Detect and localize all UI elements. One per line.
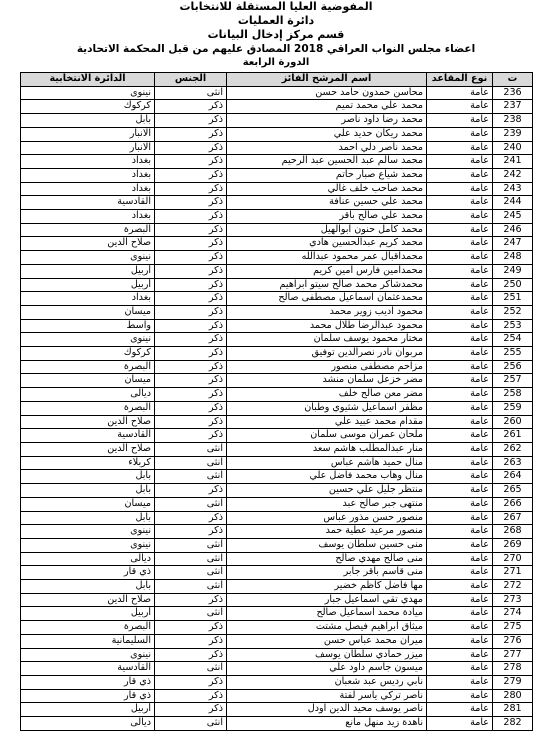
table-row (21, 305, 533, 319)
cell-num: 267 (493, 511, 533, 525)
column-header-num: ت (493, 73, 533, 87)
cell-type: عامة (427, 251, 493, 265)
cell-gender: ذكر (155, 168, 227, 182)
cell-num: 266 (493, 497, 533, 511)
cell-type: عامة (427, 703, 493, 717)
cell-type: عامة (427, 182, 493, 196)
cell-name: ميران محمد عباس حسن (227, 634, 427, 648)
cell-type: عامة (427, 511, 493, 525)
table-row (21, 182, 533, 196)
cell-district: البصرة (21, 621, 155, 635)
cell-num: 239 (493, 127, 533, 141)
cell-name: محمد صاحب خلف غالي (227, 182, 427, 196)
cell-type: عامة (427, 264, 493, 278)
column-header-name: اسم المرشح الفائز (227, 73, 427, 87)
cell-type: عامة (427, 86, 493, 100)
cell-name: ملحان عمران موسى سلمان (227, 429, 427, 443)
cell-num: 273 (493, 593, 533, 607)
cell-num: 245 (493, 210, 533, 224)
cell-district: الانبار (21, 127, 155, 141)
cell-num: 237 (493, 100, 533, 114)
table-row (21, 442, 533, 456)
cell-district: كركوك (21, 347, 155, 361)
cell-name: ميثاق ابراهيم فيصل مشتت (227, 621, 427, 635)
cell-name: ميزر حمادي سلطان يوسف (227, 648, 427, 662)
cell-gender: ذكر (155, 237, 227, 251)
table-row (21, 251, 533, 265)
cell-gender: انثى (155, 538, 227, 552)
cell-num: 270 (493, 552, 533, 566)
cell-district: القادسية (21, 662, 155, 676)
cell-name: محاسن حمدون حامد حسن (227, 86, 427, 100)
cell-gender: ذكر (155, 264, 227, 278)
cell-gender: ذكر (155, 634, 227, 648)
cell-name: منى صالح مهدي صالح (227, 552, 427, 566)
cell-gender: ذكر (155, 141, 227, 155)
cell-gender: انثى (155, 717, 227, 731)
cell-name: محمد علي حسين عنافة (227, 196, 427, 210)
document-header (0, 0, 552, 70)
cell-type: عامة (427, 675, 493, 689)
cell-name: محمد علي صالح باقر (227, 210, 427, 224)
cell-type: عامة (427, 662, 493, 676)
table-row (21, 223, 533, 237)
table-row (21, 497, 533, 511)
cell-num: 260 (493, 415, 533, 429)
table-row (21, 566, 533, 580)
cell-num: 259 (493, 401, 533, 415)
cell-type: عامة (427, 429, 493, 443)
cell-gender: ذكر (155, 484, 227, 498)
cell-name: محمدعثمان اسماعيل مصطفى صالح (227, 292, 427, 306)
cell-num: 251 (493, 292, 533, 306)
cell-type: عامة (427, 689, 493, 703)
cell-type: عامة (427, 278, 493, 292)
cell-gender: ذكر (155, 675, 227, 689)
cell-gender: ذكر (155, 333, 227, 347)
cell-name: ناهدة زيد منهل مانع (227, 717, 427, 731)
cell-num: 278 (493, 662, 533, 676)
cell-name: محمداقبال عمر محمود عبدالله (227, 251, 427, 265)
cell-gender: انثى (155, 552, 227, 566)
cell-gender: ذكر (155, 388, 227, 402)
cell-name: مظفر اسماعيل شثيوي وطبان (227, 401, 427, 415)
cell-type: عامة (427, 127, 493, 141)
table-row (21, 470, 533, 484)
table-row (21, 634, 533, 648)
cell-district: أربيل (21, 278, 155, 292)
table-row (21, 210, 533, 224)
cell-district: ذي قار (21, 675, 155, 689)
cell-type: عامة (427, 497, 493, 511)
cell-district: نينوى (21, 525, 155, 539)
cell-name: محمد ريكان حديد علي (227, 127, 427, 141)
cell-num: 242 (493, 168, 533, 182)
cell-district: نينوى (21, 648, 155, 662)
cell-num: 254 (493, 333, 533, 347)
cell-gender: انثى (155, 607, 227, 621)
cell-district: نينوى (21, 86, 155, 100)
column-header-type: نوع المقاعد (427, 73, 493, 87)
cell-name: ميسون جاسم داود علي (227, 662, 427, 676)
header-commission: المفوضية العليا المستقلة للانتخابات (179, 0, 373, 13)
cell-district: صلاح الدين (21, 442, 155, 456)
table-row (21, 456, 533, 470)
cell-district: بغداد (21, 155, 155, 169)
table-row (21, 388, 533, 402)
cell-name: مضر معن صالح خلف (227, 388, 427, 402)
cell-num: 258 (493, 388, 533, 402)
header-section: قسم مركز إدخال البيانات (207, 28, 345, 41)
cell-type: عامة (427, 237, 493, 251)
cell-name: منال حميد هاشم عباس (227, 456, 427, 470)
cell-type: عامة (427, 552, 493, 566)
cell-district: ديالى (21, 388, 155, 402)
cell-name: نابي رديس عبد شعبان (227, 675, 427, 689)
cell-district: بغداد (21, 210, 155, 224)
table-row (21, 196, 533, 210)
cell-num: 236 (493, 86, 533, 100)
table-row (21, 717, 533, 731)
cell-type: عامة (427, 607, 493, 621)
cell-gender: ذكر (155, 511, 227, 525)
cell-name: منار عبدالمطلب هاشم سعد (227, 442, 427, 456)
cell-gender: ذكر (155, 278, 227, 292)
table-row (21, 580, 533, 594)
cell-type: عامة (427, 484, 493, 498)
cell-num: 274 (493, 607, 533, 621)
table-row (21, 114, 533, 128)
cell-num: 241 (493, 155, 533, 169)
cell-gender: ذكر (155, 196, 227, 210)
table-row (21, 525, 533, 539)
cell-num: 280 (493, 689, 533, 703)
cell-name: ناصر تركي ياسر لفتة (227, 689, 427, 703)
cell-type: عامة (427, 319, 493, 333)
cell-gender: ذكر (155, 347, 227, 361)
cell-name: محمد شياع صبار حاتم (227, 168, 427, 182)
table-row (21, 703, 533, 717)
cell-district: نينوى (21, 251, 155, 265)
cell-district: صلاح الدين (21, 237, 155, 251)
table-row (21, 552, 533, 566)
cell-num: 262 (493, 442, 533, 456)
cell-gender: ذكر (155, 429, 227, 443)
cell-district: بابل (21, 484, 155, 498)
cell-gender: ذكر (155, 621, 227, 635)
cell-gender: ذكر (155, 593, 227, 607)
cell-name: محمود اديب زوير محمد (227, 305, 427, 319)
cell-type: عامة (427, 100, 493, 114)
cell-type: عامة (427, 580, 493, 594)
cell-district: البصرة (21, 223, 155, 237)
cell-district: ميسان (21, 374, 155, 388)
header-title: اعضاء مجلس النواب العراقي 2018 المصادق عليهم من قبل المحكمة الاتحادية (76, 43, 476, 55)
table-row (21, 538, 533, 552)
cell-gender: ذكر (155, 223, 227, 237)
table-row (21, 278, 533, 292)
header-session: الدورة الرابعة (242, 57, 310, 68)
cell-district: بغداد (21, 292, 155, 306)
cell-gender: ذكر (155, 251, 227, 265)
cell-district: البصرة (21, 401, 155, 415)
cell-gender: ذكر (155, 305, 227, 319)
cell-type: عامة (427, 374, 493, 388)
cell-gender: ذكر (155, 210, 227, 224)
cell-type: عامة (427, 333, 493, 347)
cell-district: أربيل (21, 703, 155, 717)
cell-name: محمد كريم عبدالحسين هادي (227, 237, 427, 251)
cell-num: 255 (493, 347, 533, 361)
cell-gender: ذكر (155, 648, 227, 662)
cell-num: 268 (493, 525, 533, 539)
cell-district: أربيل (21, 264, 155, 278)
cell-type: عامة (427, 621, 493, 635)
cell-name: منصور مرعيد عطية حمد (227, 525, 427, 539)
table-row (21, 401, 533, 415)
cell-type: عامة (427, 456, 493, 470)
cell-num: 275 (493, 621, 533, 635)
cell-district: بابل (21, 114, 155, 128)
table-row (21, 675, 533, 689)
table-row (21, 237, 533, 251)
cell-district: نينوى (21, 333, 155, 347)
cell-name: محمد كامل حنون ابوالهيل (227, 223, 427, 237)
cell-district: ذي قار (21, 566, 155, 580)
table-body (21, 86, 533, 730)
cell-num: 250 (493, 278, 533, 292)
cell-type: عامة (427, 415, 493, 429)
table-header-row (21, 73, 533, 87)
cell-gender: ذكر (155, 127, 227, 141)
cell-type: عامة (427, 566, 493, 580)
table-row (21, 648, 533, 662)
cell-gender: ذكر (155, 525, 227, 539)
cell-type: عامة (427, 360, 493, 374)
table-row (21, 319, 533, 333)
table-row (21, 374, 533, 388)
header-department: دائرة العمليات (237, 14, 315, 27)
cell-district: بابل (21, 580, 155, 594)
cell-num: 253 (493, 319, 533, 333)
cell-num: 244 (493, 196, 533, 210)
cell-type: عامة (427, 717, 493, 731)
cell-type: عامة (427, 305, 493, 319)
table-row (21, 100, 533, 114)
cell-name: مضر خزعل سلمان منشد (227, 374, 427, 388)
cell-num: 246 (493, 223, 533, 237)
cell-type: عامة (427, 401, 493, 415)
cell-type: عامة (427, 470, 493, 484)
cell-num: 261 (493, 429, 533, 443)
cell-type: عامة (427, 210, 493, 224)
cell-gender: ذكر (155, 415, 227, 429)
table-row (21, 607, 533, 621)
cell-name: محمد علي محمد تميم (227, 100, 427, 114)
cell-num: 240 (493, 141, 533, 155)
cell-district: ذي قار (21, 689, 155, 703)
table-row (21, 127, 533, 141)
cell-num: 238 (493, 114, 533, 128)
cell-type: عامة (427, 292, 493, 306)
cell-num: 269 (493, 538, 533, 552)
cell-district: صلاح الدين (21, 415, 155, 429)
cell-name: محمد ناصر دلي احمد (227, 141, 427, 155)
cell-gender: انثى (155, 566, 227, 580)
cell-type: عامة (427, 538, 493, 552)
cell-district: البصرة (21, 360, 155, 374)
cell-gender: انثى (155, 580, 227, 594)
cell-num: 279 (493, 675, 533, 689)
cell-num: 252 (493, 305, 533, 319)
table-row (21, 360, 533, 374)
cell-district: السليمانية (21, 634, 155, 648)
cell-gender: ذكر (155, 360, 227, 374)
cell-name: محمدشاكر محمد صالح سيتو ابراهيم (227, 278, 427, 292)
cell-name: منى حسين سلطان يوسف (227, 538, 427, 552)
column-header-gender: الجنس (155, 73, 227, 87)
members-table (20, 72, 533, 731)
table-row (21, 593, 533, 607)
cell-gender: انثى (155, 86, 227, 100)
table-row (21, 662, 533, 676)
cell-district: كربلاء (21, 456, 155, 470)
cell-gender: ذكر (155, 319, 227, 333)
cell-gender: انثى (155, 662, 227, 676)
cell-name: منتظر جليل علي حسين (227, 484, 427, 498)
column-header-district: الدائرة الانتخابية (21, 73, 155, 87)
cell-name: مها فاضل كاظم خضير (227, 580, 427, 594)
cell-district: ديالى (21, 552, 155, 566)
cell-name: محمد رضا داود ناصر (227, 114, 427, 128)
cell-num: 256 (493, 360, 533, 374)
cell-type: عامة (427, 168, 493, 182)
cell-gender: انثى (155, 456, 227, 470)
cell-num: 264 (493, 470, 533, 484)
cell-name: مهدي تقي اسماعيل جبار (227, 593, 427, 607)
cell-name: ميادة محمد اسماعيل صالح (227, 607, 427, 621)
table-row (21, 264, 533, 278)
cell-district: القادسية (21, 429, 155, 443)
cell-type: عامة (427, 196, 493, 210)
table-row (21, 155, 533, 169)
cell-num: 276 (493, 634, 533, 648)
cell-gender: ذكر (155, 374, 227, 388)
cell-district: نينوى (21, 538, 155, 552)
cell-type: عامة (427, 442, 493, 456)
cell-num: 282 (493, 717, 533, 731)
cell-gender: ذكر (155, 100, 227, 114)
cell-name: منال وهاب محمد فاضل علي (227, 470, 427, 484)
cell-district: القادسية (21, 196, 155, 210)
table-row (21, 141, 533, 155)
cell-gender: ذكر (155, 182, 227, 196)
cell-district: صلاح الدين (21, 593, 155, 607)
table-row (21, 347, 533, 361)
cell-district: بغداد (21, 182, 155, 196)
cell-name: مقدام محمد عبيد علي (227, 415, 427, 429)
cell-num: 243 (493, 182, 533, 196)
cell-type: عامة (427, 155, 493, 169)
cell-type: عامة (427, 347, 493, 361)
cell-gender: ذكر (155, 155, 227, 169)
cell-gender: ذكر (155, 292, 227, 306)
cell-name: منصور حسن مذور عباس (227, 511, 427, 525)
cell-gender: انثى (155, 497, 227, 511)
table-row (21, 86, 533, 100)
cell-name: مختار محمود يوسف سلمان (227, 333, 427, 347)
cell-district: كركوك (21, 100, 155, 114)
table-row (21, 168, 533, 182)
table-row (21, 333, 533, 347)
table-row (21, 429, 533, 443)
cell-name: مزاحم مصطفى منصور (227, 360, 427, 374)
cell-num: 272 (493, 580, 533, 594)
cell-name: منى قاسم باقر جابر (227, 566, 427, 580)
cell-type: عامة (427, 223, 493, 237)
cell-num: 265 (493, 484, 533, 498)
cell-gender: انثى (155, 470, 227, 484)
cell-num: 271 (493, 566, 533, 580)
cell-district: ديالى (21, 717, 155, 731)
cell-district: أربيل (21, 607, 155, 621)
cell-district: ميسان (21, 305, 155, 319)
cell-name: مربوان نادر نصرالدين توفيق (227, 347, 427, 361)
cell-district: بابل (21, 511, 155, 525)
cell-name: محمود عبدالرضا طلال محمد (227, 319, 427, 333)
cell-type: عامة (427, 525, 493, 539)
cell-name: محمد سالم عبد الحسين عبد الرحيم (227, 155, 427, 169)
cell-district: بابل (21, 470, 155, 484)
table-row (21, 415, 533, 429)
cell-gender: ذكر (155, 401, 227, 415)
cell-name: منتهى جبر صالح عبد (227, 497, 427, 511)
cell-num: 277 (493, 648, 533, 662)
cell-gender: ذكر (155, 114, 227, 128)
cell-num: 257 (493, 374, 533, 388)
table-row (21, 511, 533, 525)
cell-num: 263 (493, 456, 533, 470)
cell-type: عامة (427, 388, 493, 402)
cell-district: الانبار (21, 141, 155, 155)
cell-type: عامة (427, 634, 493, 648)
cell-name: محمدامين فارس امين كريم (227, 264, 427, 278)
table-row (21, 689, 533, 703)
cell-district: واسط (21, 319, 155, 333)
cell-gender: ذكر (155, 703, 227, 717)
cell-num: 247 (493, 237, 533, 251)
table-row (21, 292, 533, 306)
table-row (21, 484, 533, 498)
cell-name: ناصر يوسف محيد الدين اودل (227, 703, 427, 717)
cell-type: عامة (427, 114, 493, 128)
cell-num: 249 (493, 264, 533, 278)
cell-num: 281 (493, 703, 533, 717)
cell-district: ميسان (21, 497, 155, 511)
cell-type: عامة (427, 141, 493, 155)
cell-gender: ذكر (155, 689, 227, 703)
cell-gender: انثى (155, 442, 227, 456)
cell-type: عامة (427, 593, 493, 607)
cell-district: بغداد (21, 168, 155, 182)
cell-num: 248 (493, 251, 533, 265)
cell-type: عامة (427, 648, 493, 662)
table-row (21, 621, 533, 635)
